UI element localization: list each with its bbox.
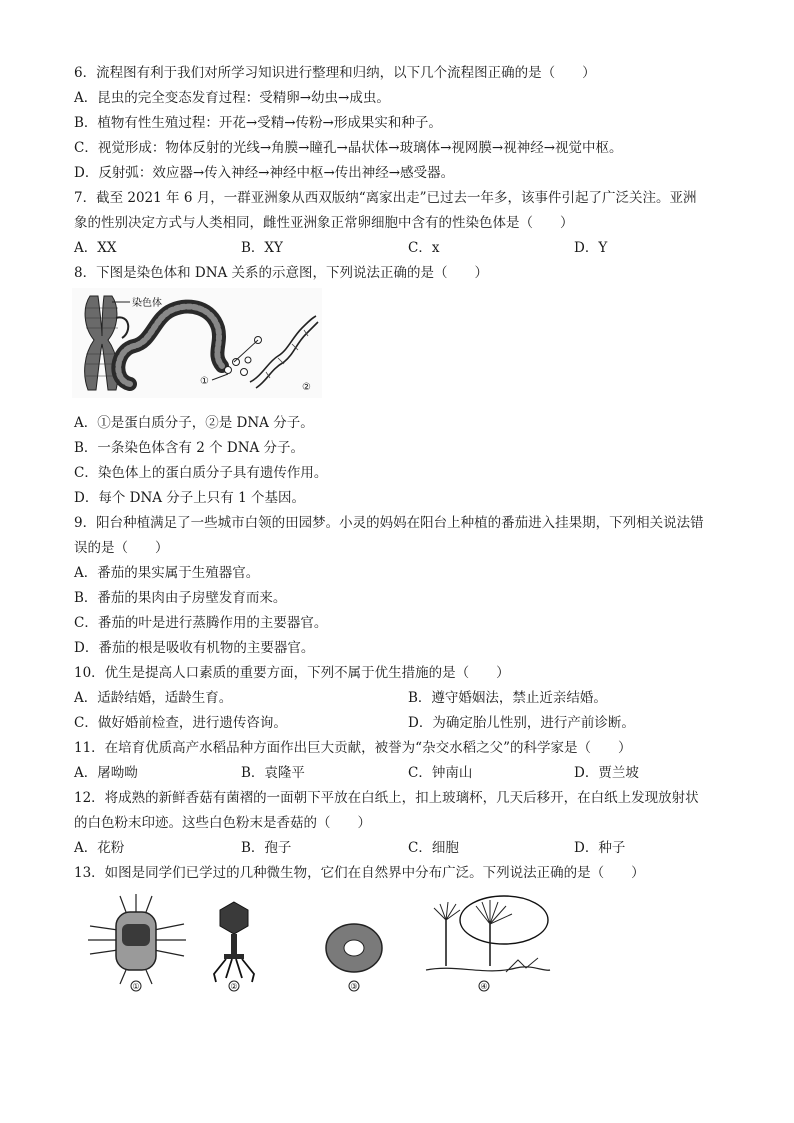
q8-stem: 8．下图是染色体和 DNA 关系的示意图，下列说法正确的是（ ） — [74, 265, 489, 281]
q6-stem: 6．流程图有利于我们对所学习知识进行整理和归纳，以下几个流程图正确的是（ ） — [74, 65, 596, 81]
q11-option-c: C．钟南山 — [408, 765, 473, 781]
yeast-cell-illustration — [326, 924, 382, 991]
fig-label-1: ① — [132, 982, 140, 991]
q11-option-b: B．袁隆平 — [241, 765, 305, 781]
fig-label-2: ② — [302, 382, 311, 393]
bacterium-illustration — [88, 894, 186, 991]
q10-stem: 10．优生是提高人口素质的重要方面，下列不属于优生措施的是（ ） — [74, 665, 510, 681]
q6-option-b: B．植物有性生殖过程：开花→受精→传粉→形成果实和种子。 — [74, 115, 442, 131]
q12-options — [74, 839, 714, 857]
q8-option-b: B．一条染色体含有 2 个 DNA 分子。 — [74, 440, 305, 456]
q9-option-b: B．番茄的果肉由子房壁发育而来。 — [74, 590, 287, 606]
q11-option-d: D．贾兰坡 — [574, 765, 639, 781]
q11-option-a: A．屠呦呦 — [74, 765, 138, 781]
q7-option-d: D．Y — [574, 240, 608, 256]
q7-stem-line1: 7．截至 2021 年 6 月，一群亚洲象从西双版纳“离家出走”已过去一年多，该事件引起了广泛关注。亚洲 — [74, 190, 697, 206]
q11-stem: 11．在培育优质高产水稻品种方面作出巨大贡献，被誉为“杂交水稻之父”的科学家是（ ） — [74, 740, 632, 756]
chromosome-dna-diagram — [72, 288, 322, 398]
q7-option-b: B．XY — [241, 240, 283, 256]
q8-option-a: A．①是蛋白质分子，②是 DNA 分子。 — [74, 415, 314, 431]
fig-label-3: ③ — [350, 982, 358, 991]
q12-option-b: B．孢子 — [241, 840, 292, 856]
q10-options-row2 — [74, 714, 714, 732]
q10-option-a: A．适龄结婚，适龄生育。 — [74, 690, 233, 706]
fig-label-4: ④ — [480, 982, 488, 991]
q6-option-c: C．视觉形成：物体反射的光线→角膜→瞳孔→晶状体→玻璃体→视网膜→视神经→视觉中枢。 — [74, 140, 623, 156]
q9-option-a: A．番茄的果实属于生殖器官。 — [74, 565, 260, 581]
q9-option-d: D．番茄的根是吸收有机物的主要器官。 — [74, 640, 315, 656]
q9-stem-line1: 9．阳台种植满足了一些城市白领的田园梦。小灵的妈妈在阳台上种植的番茄进入挂果期，下列相关说法错 — [74, 515, 704, 531]
q7-option-c: C．x — [408, 240, 440, 256]
q6-option-a: A．昆虫的完全变态发育过程：受精卵→幼虫→成虫。 — [74, 90, 390, 106]
microorganisms-figure — [86, 890, 556, 994]
q12-option-a: A．花粉 — [74, 840, 125, 856]
fig-label-1: ① — [200, 376, 209, 387]
q6-option-d: D．反射弧：效应器→传入神经→神经中枢→传出神经→感受器。 — [74, 165, 455, 181]
bacteriophage-illustration — [214, 902, 254, 991]
q12-stem-line2: 的白色粉末印迹。这些白色粉末是香菇的（ ） — [74, 815, 371, 831]
q10-option-d: D．为确定胎儿性别，进行产前诊断。 — [408, 715, 635, 731]
q8-option-c: C．染色体上的蛋白质分子具有遗传作用。 — [74, 465, 328, 481]
q10-option-b: B．遵守婚姻法，禁止近亲结婚。 — [408, 690, 607, 706]
fig-label-2: ② — [230, 982, 238, 991]
q9-stem-line2: 误的是（ ） — [74, 540, 169, 556]
q7-options — [74, 239, 714, 257]
mold-illustration — [426, 896, 550, 991]
q12-option-c: C．细胞 — [408, 840, 459, 856]
q10-options-row1 — [74, 689, 714, 707]
q9-option-c: C．番茄的叶是进行蒸腾作用的主要器官。 — [74, 615, 328, 631]
q7-stem-line2: 象的性别决定方式与人类相同，雌性亚洲象正常卵细胞中含有的性染色体是（ ） — [74, 215, 574, 231]
q13-stem: 13．如图是同学们已学过的几种微生物，它们在自然界中分布广泛。下列说法正确的是（ ） — [74, 865, 645, 881]
q8-option-d: D．每个 DNA 分子上只有 1 个基因。 — [74, 490, 305, 506]
fig-label-chromosome: 染色体 — [132, 298, 162, 309]
q7-option-a: A．XX — [74, 240, 117, 256]
q12-option-d: D．种子 — [574, 840, 626, 856]
q10-option-c: C．做好婚前检查，进行遗传咨询。 — [74, 715, 287, 731]
q11-options — [74, 764, 714, 782]
q12-stem-line1: 12．将成熟的新鲜香菇有菌褶的一面朝下平放在白纸上，扣上玻璃杯，几天后移开，在白纸上发现放射状 — [74, 790, 699, 806]
